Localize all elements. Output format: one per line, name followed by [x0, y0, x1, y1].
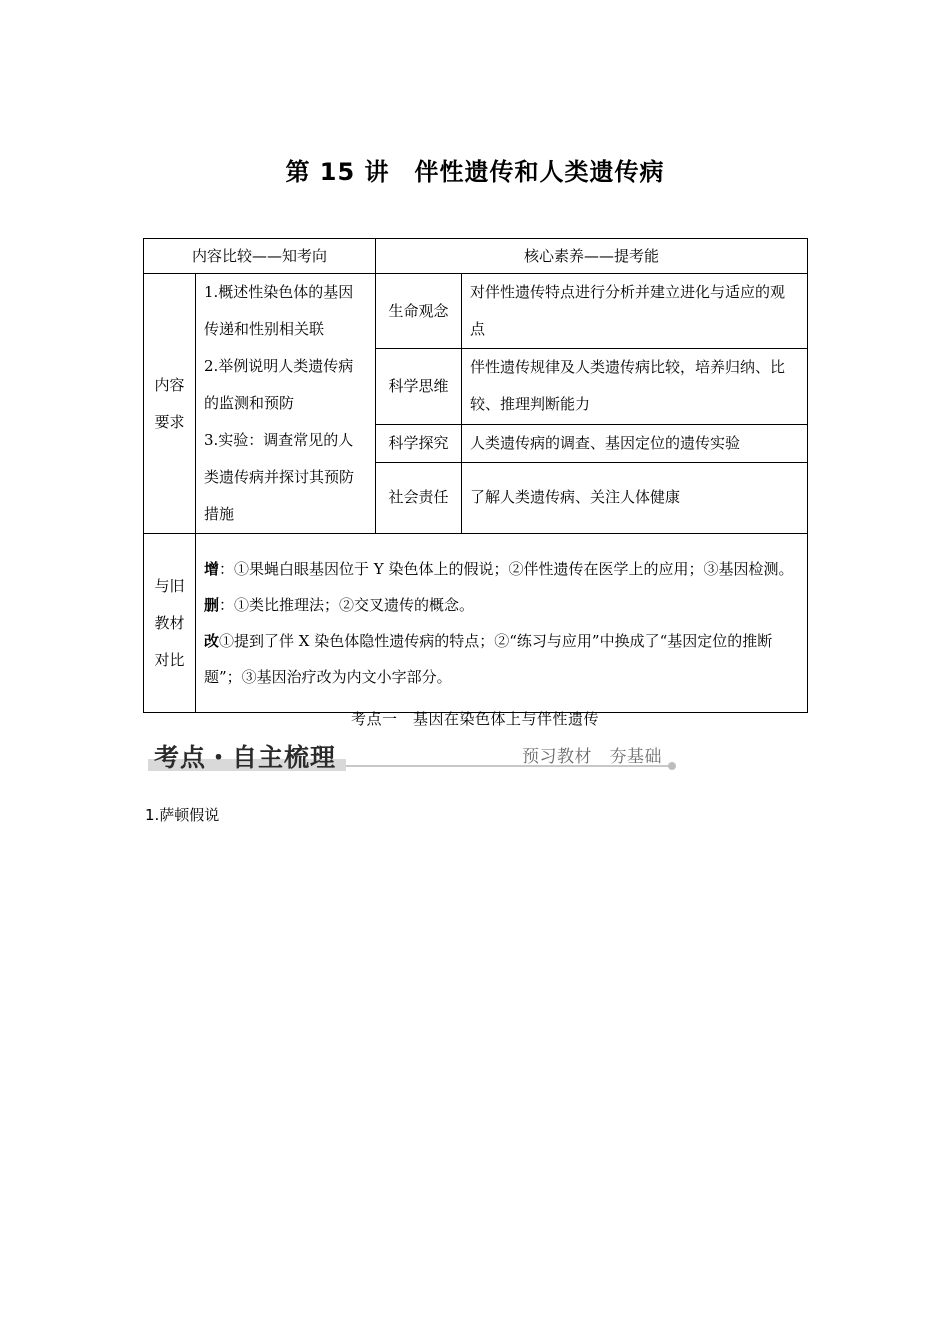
literacy-desc: 了解人类遗传病、关注人体健康	[462, 462, 808, 533]
comparison-deleted	[204, 587, 799, 623]
literacy-name: 科学探究	[376, 424, 462, 462]
header-core-literacy: 核心素养——提考能	[376, 239, 808, 274]
literacy-name: 科学思维	[376, 349, 462, 424]
comparison-added	[204, 551, 799, 587]
requirement-item: 1.概述性染色体的基因传递和性别相关联	[204, 283, 354, 338]
comparison-cell	[196, 534, 808, 713]
literacy-desc: 对伴性遗传特点进行分析并建立进化与适应的观点	[462, 274, 808, 349]
page-title: 第 15 讲 伴性遗传和人类遗传病	[285, 158, 665, 186]
content-requirements-label	[144, 274, 196, 534]
table-row	[144, 534, 808, 713]
deleted-text: ：①类比推理法；②交叉遗传的概念。	[219, 596, 475, 614]
label-line: 与旧	[154, 576, 185, 595]
label-line: 教材	[154, 613, 185, 632]
added-text: ：①果蝇白眼基因位于 Y 染色体上的假说；②伴性遗传在医学上的应用；③基因检测。	[219, 560, 794, 578]
banner-tagline: 预习教材 夯基础	[522, 747, 662, 767]
section-heading: 考点一 基因在染色体上与伴性遗传	[350, 710, 599, 728]
label-line: 对比	[154, 650, 185, 669]
label-line: 要求	[154, 412, 185, 431]
added-key: 增	[204, 560, 220, 578]
literacy-name: 社会责任	[376, 462, 462, 533]
label-line: 内容	[154, 375, 185, 394]
modified-text: ①提到了伴 X 染色体隐性遗传病的特点；②“练习与应用”中换成了“基因定位的推断题”；③基因治疗改为内文小字部分。	[204, 632, 773, 686]
section-banner	[148, 738, 680, 774]
table-header-row	[144, 239, 808, 274]
comparison-modified	[204, 623, 799, 695]
literacy-desc: 伴性遗传规律及人类遗传病比较，培养归纳、比较、推理判断能力	[462, 349, 808, 424]
header-content-comparison: 内容比较——知考向	[144, 239, 376, 274]
requirements-cell	[196, 274, 376, 534]
requirement-item: 2.举例说明人类遗传病的监测和预防	[204, 357, 354, 412]
deleted-key: 删	[204, 596, 220, 614]
banner-title: 考点・自主梳理	[154, 743, 337, 772]
table-row	[144, 274, 808, 349]
requirement-item: 3.实验：调查常见的人类遗传病并探讨其预防措施	[204, 431, 355, 523]
overview-table	[143, 238, 808, 713]
literacy-desc: 人类遗传病的调查、基因定位的遗传实验	[462, 424, 808, 462]
modified-key: 改	[204, 632, 220, 650]
textbook-comparison-label	[144, 534, 196, 713]
banner-dot-icon	[668, 762, 676, 770]
literacy-name: 生命观念	[376, 274, 462, 349]
item-heading: 1.萨顿假说	[145, 806, 220, 824]
